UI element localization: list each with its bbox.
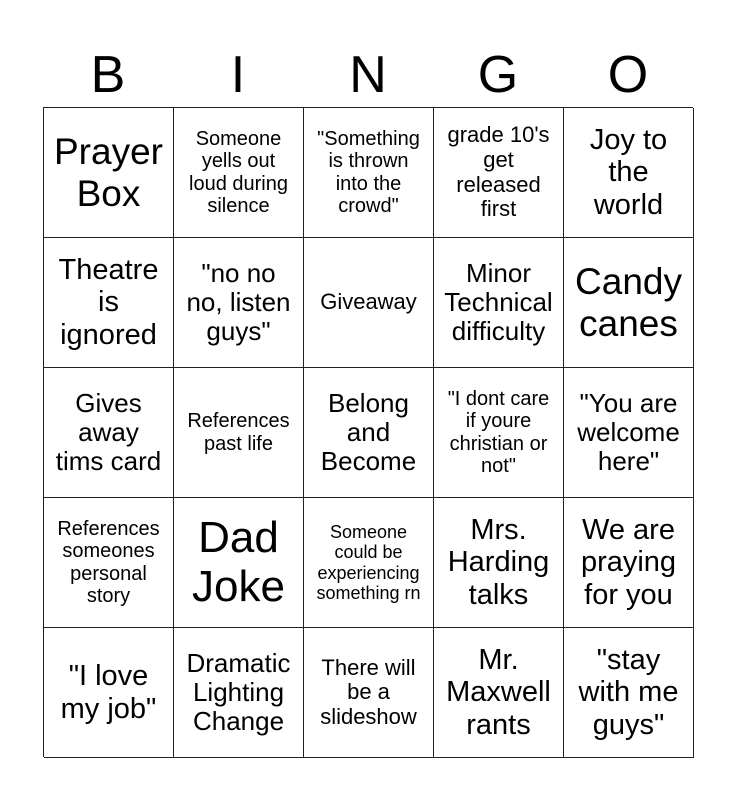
bingo-cell[interactable] [174,368,304,498]
bingo-cell[interactable] [434,108,564,238]
bingo-cell[interactable] [174,238,304,368]
cell-text: References someones personal story [57,517,160,607]
cell-text: Candy canes [575,261,682,344]
cell-text: Belong and Become [320,387,417,477]
cell-text: Minor Technical difficulty [444,257,553,347]
bingo-cell[interactable] [564,498,694,628]
cell-text: We are praying for you [580,513,677,611]
cell-text: Dramatic Lighting Change [186,647,291,737]
bingo-cell[interactable] [564,238,694,368]
header-letter-n: N [349,46,387,104]
cell-text: grade 10's get released first [447,122,550,222]
bingo-cell[interactable] [44,498,174,628]
cell-text: Gives away tims card [55,387,162,477]
cell-text: Someone could be experiencing something rn [316,522,421,603]
bingo-cell[interactable] [174,498,304,628]
bingo-cell[interactable] [434,498,564,628]
cell-text: Giveaway [320,289,417,315]
bingo-cell[interactable] [304,498,434,628]
bingo-cell[interactable] [44,368,174,498]
bingo-cell[interactable] [304,108,434,238]
cell-text: "I love my job" [60,660,157,725]
cell-text: "You are welcome here" [577,387,680,477]
bingo-cell[interactable] [44,628,174,758]
bingo-cell[interactable] [304,368,434,498]
bingo-cell[interactable] [44,238,174,368]
bingo-board [43,107,693,757]
cell-text: Mr. Maxwell rants [446,643,551,741]
bingo-header [43,44,693,106]
bingo-cell[interactable] [434,628,564,758]
cell-text: Dad Joke [192,513,285,611]
bingo-cell[interactable] [564,628,694,758]
bingo-cell[interactable] [304,238,434,368]
header-letter-i: I [230,46,246,104]
cell-text: "no no no, listen guys" [186,257,291,347]
cell-text: "I dont care if youre christian or not" [447,387,550,477]
bingo-cell[interactable] [44,108,174,238]
bingo-cell[interactable] [434,368,564,498]
bingo-cell[interactable] [174,628,304,758]
cell-text: Prayer Box [54,131,163,214]
cell-text: Theatre is ignored [58,253,159,351]
bingo-cell[interactable] [434,238,564,368]
bingo-cell[interactable] [564,368,694,498]
header-letter-o: O [607,46,649,104]
cell-text: "Something is thrown into the crowd" [317,127,420,217]
cell-text: Mrs. Harding talks [447,513,550,611]
bingo-cell[interactable] [304,628,434,758]
cell-text: There will be a slideshow [320,654,417,729]
header-letter-g: G [477,46,519,104]
bingo-cell[interactable] [174,108,304,238]
cell-text: "stay with me guys" [578,643,679,741]
header-letter-b: B [90,46,126,104]
cell-text: References past life [187,410,290,455]
cell-text: Someone yells out loud during silence [189,127,288,217]
cell-text: Joy to the world [589,123,668,221]
bingo-cell[interactable] [564,108,694,238]
